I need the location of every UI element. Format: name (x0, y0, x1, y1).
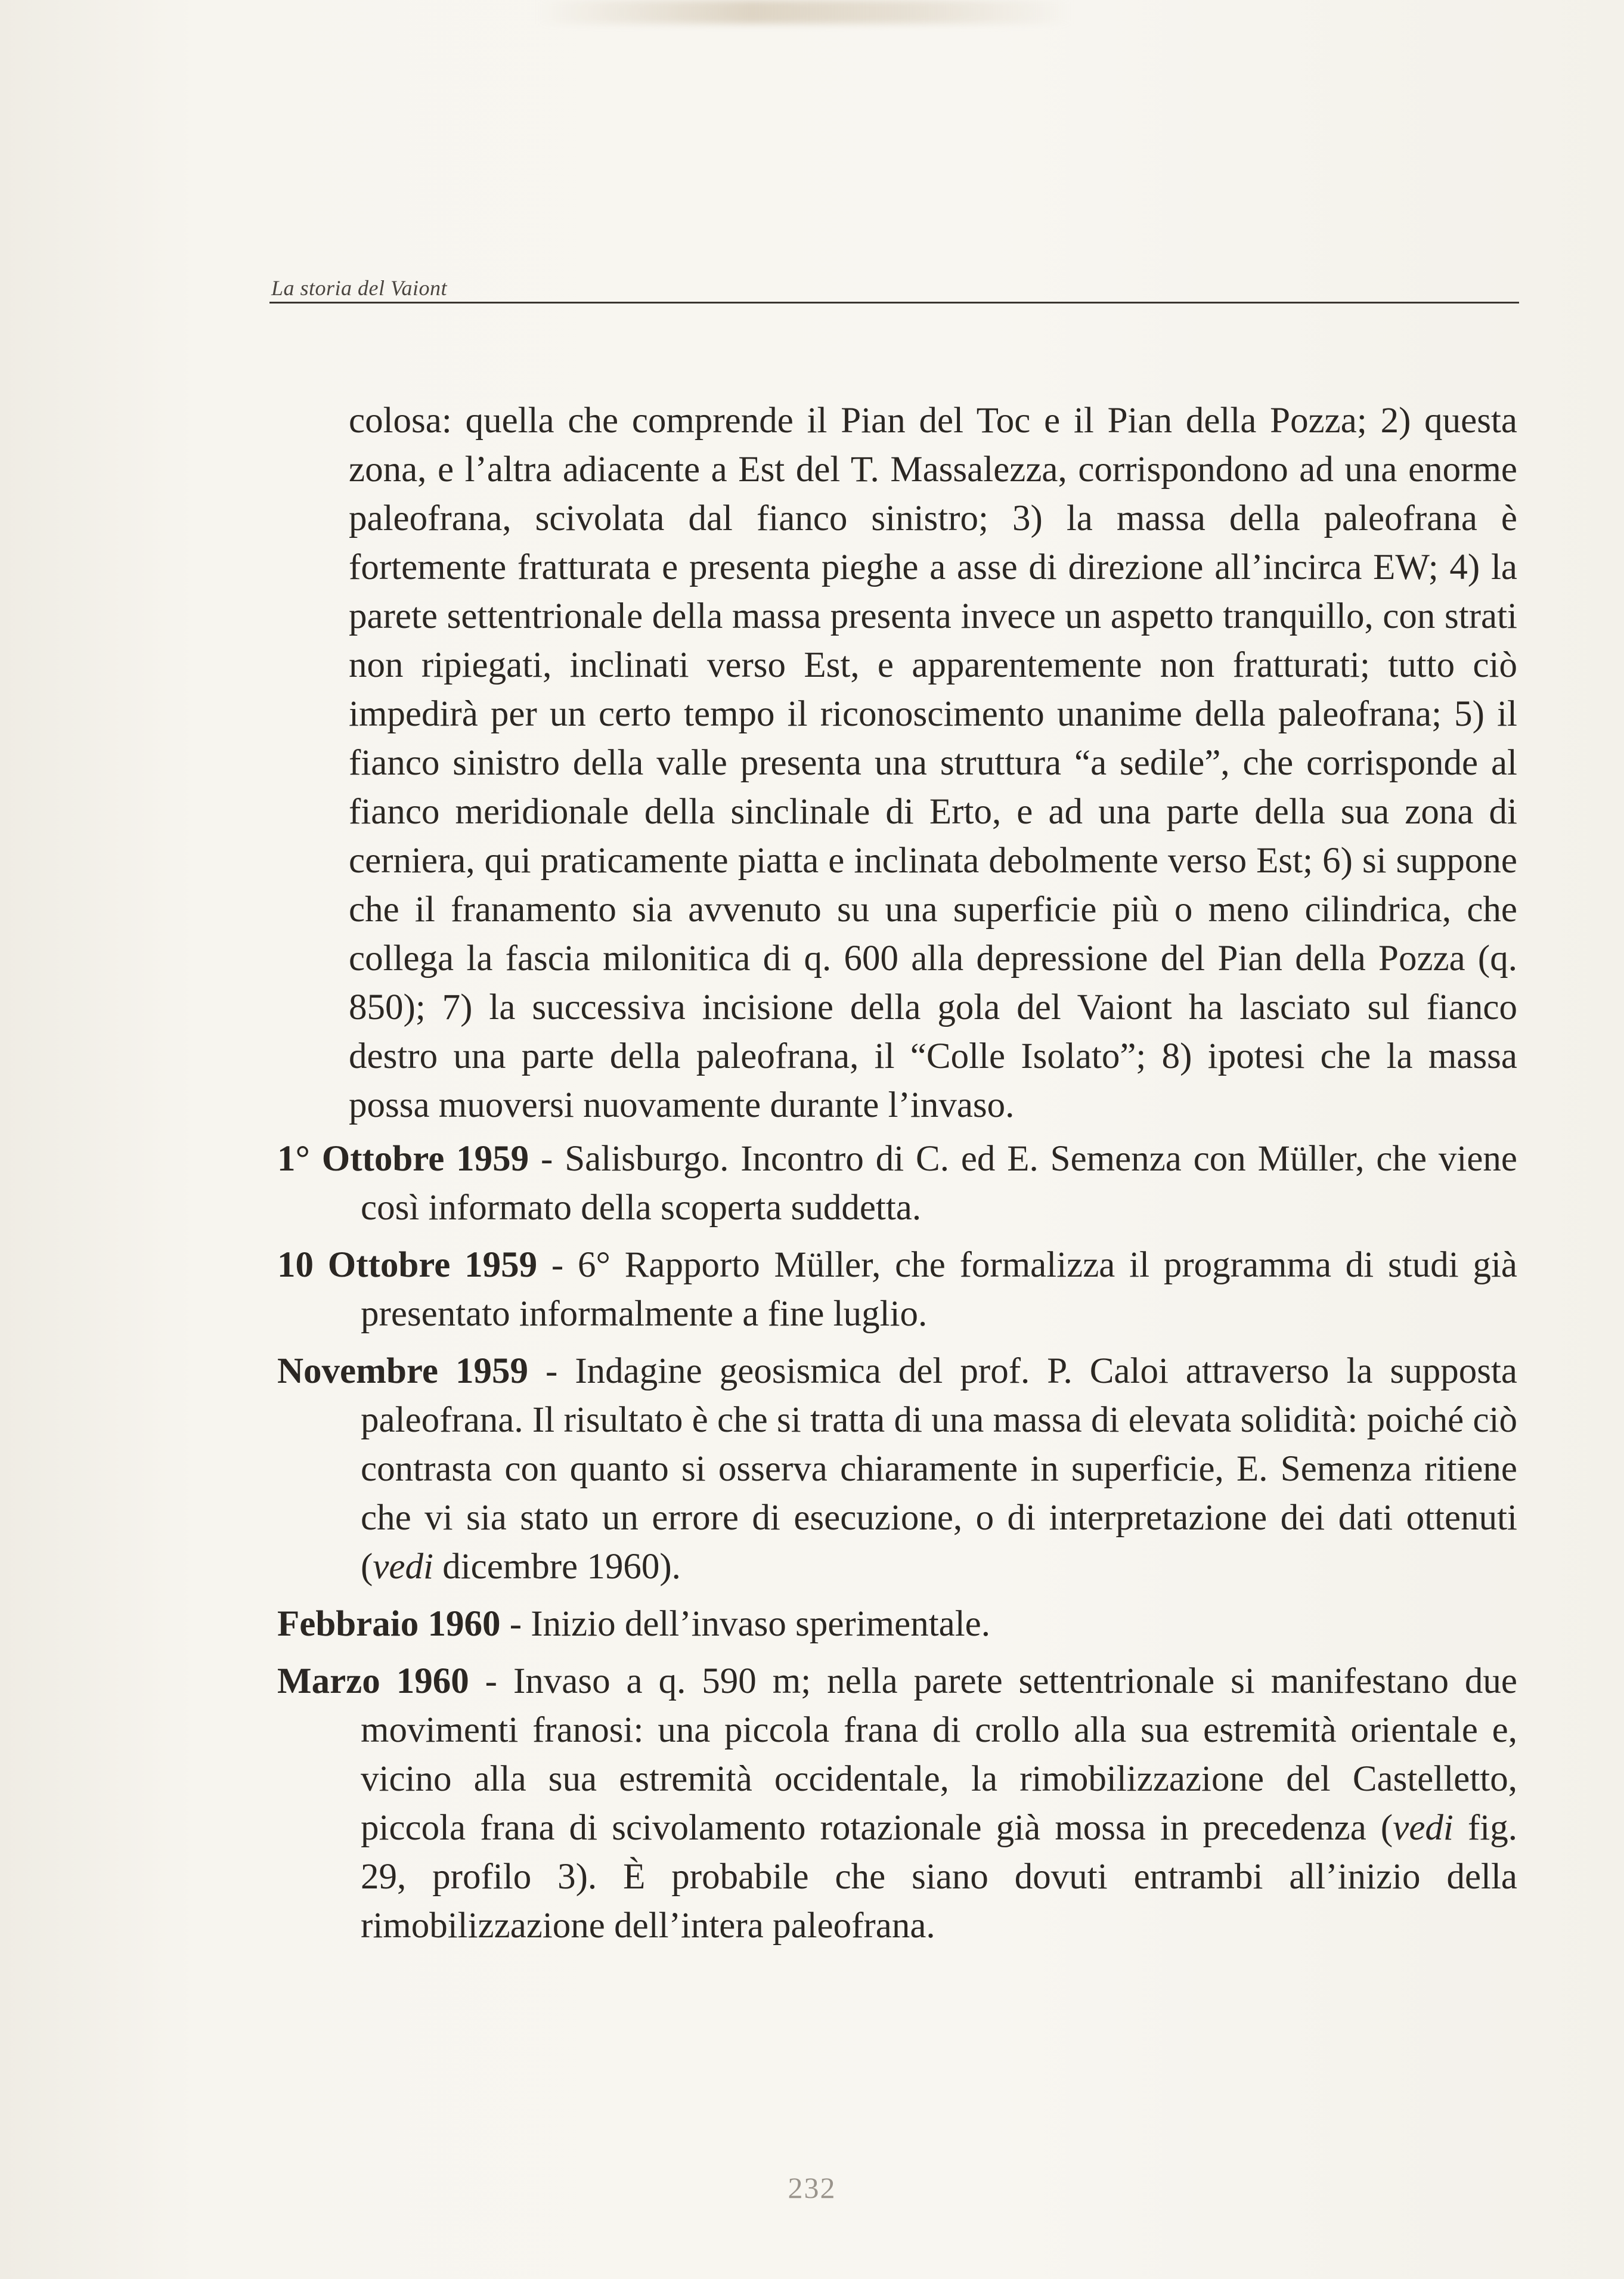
chronology-entry (277, 1600, 1517, 1649)
chronology-entry (277, 1135, 1517, 1233)
page-number: 232 (788, 2171, 836, 2204)
entry-text-after: fig. 29, profilo 3). È probabile che siano dovuti entrambi all’inizio della rimobilizzazione dell’intera paleofrana. (361, 1808, 1517, 1946)
entry-date: Febbraio 1960 (277, 1604, 501, 1644)
entry-text: - Invaso a q. 590 m; nella parete settentrionale si manifestano due movimenti franosi: una piccola frana di crollo alla sua estremità orientale e, vicino alla sua estremità occidentale, la rimobilizzazione del Castelletto, piccola frana di scivolamento rotazionale già mossa in precedenza ( (361, 1661, 1517, 1848)
chronology-entry (277, 1657, 1517, 1950)
chronology-entry (277, 1241, 1517, 1339)
continuation-paragraph: colosa: quella che comprende il Pian del Toc e il Pian della Pozza; 2) questa zona, e l’altra adiacente a Est del T. Massalezza, corrispondono ad una enorme paleofrana, scivolata dal fianco sinistro; 3) la massa della paleofrana è fortemente fratturata e presenta pieghe a asse di direzione all’incirca EW; 4) la parete settentrionale della massa presenta invece un aspetto tranquillo, con strati non ripiegati, inclinati verso Est, e apparentemente non fratturati; tutto ciò impedirà per un certo tempo il riconoscimento unanime della paleofrana; 5) il fianco sinistro della valle presenta una struttura “a sedile”, che corrisponde al fianco meridionale della sinclinale di Erto, e ad una parte della sua zona di cerniera, qui praticamente piatta e inclinata debolmente verso Est; 6) si suppone che il franamento sia avvenuto su una superficie più o meno cilindrica, che collega la fascia milonitica di q. 600 alla depressione del Pian della Pozza (q. 850); 7) la successiva incisione della gola del Vaiont ha lasciato sul fianco destro una parte della paleofrana, il “Colle Isolato”; 8) ipotesi che la massa possa muoversi nuovamente durante l’invaso. (349, 401, 1517, 1125)
entry-text: - Indagine geosismica del prof. P. Caloi attraverso la supposta paleofrana. Il risultato è che si tratta di una massa di elevata solidità: poiché ciò contrasta con quanto si osserva chiaramente in superficie, E. Semenza ritiene che vi sia stato un errore di esecuzione, o di interpretazione dei dati ottenuti ( (361, 1351, 1517, 1587)
scan-smudge (537, 0, 1073, 24)
running-head: La storia del Vaiont (271, 276, 448, 300)
entry-italic: vedi (373, 1547, 433, 1587)
chronology-entry (277, 1347, 1517, 1591)
entry-text: - Inizio dell’invaso sperimentale. (500, 1604, 991, 1644)
header-rule (269, 302, 1519, 304)
entry-text: - 6° Rapporto Müller, che formalizza il programma di studi già presentato informalmente a fine luglio. (361, 1245, 1517, 1334)
entry-text: - Salisburgo. Incontro di C. ed E. Semenza con Müller, che viene così informato della scoperta suddetta. (361, 1139, 1517, 1228)
entry-date: Novembre 1959 (277, 1351, 528, 1391)
entry-italic: vedi (1393, 1808, 1453, 1848)
entry-date: Marzo 1960 (277, 1661, 469, 1701)
entry-text-after: dicembre 1960). (433, 1547, 681, 1587)
entry-date: 10 Ottobre 1959 (277, 1245, 538, 1285)
page-body (277, 397, 1517, 1959)
entry-date: 1° Ottobre 1959 (277, 1139, 529, 1179)
